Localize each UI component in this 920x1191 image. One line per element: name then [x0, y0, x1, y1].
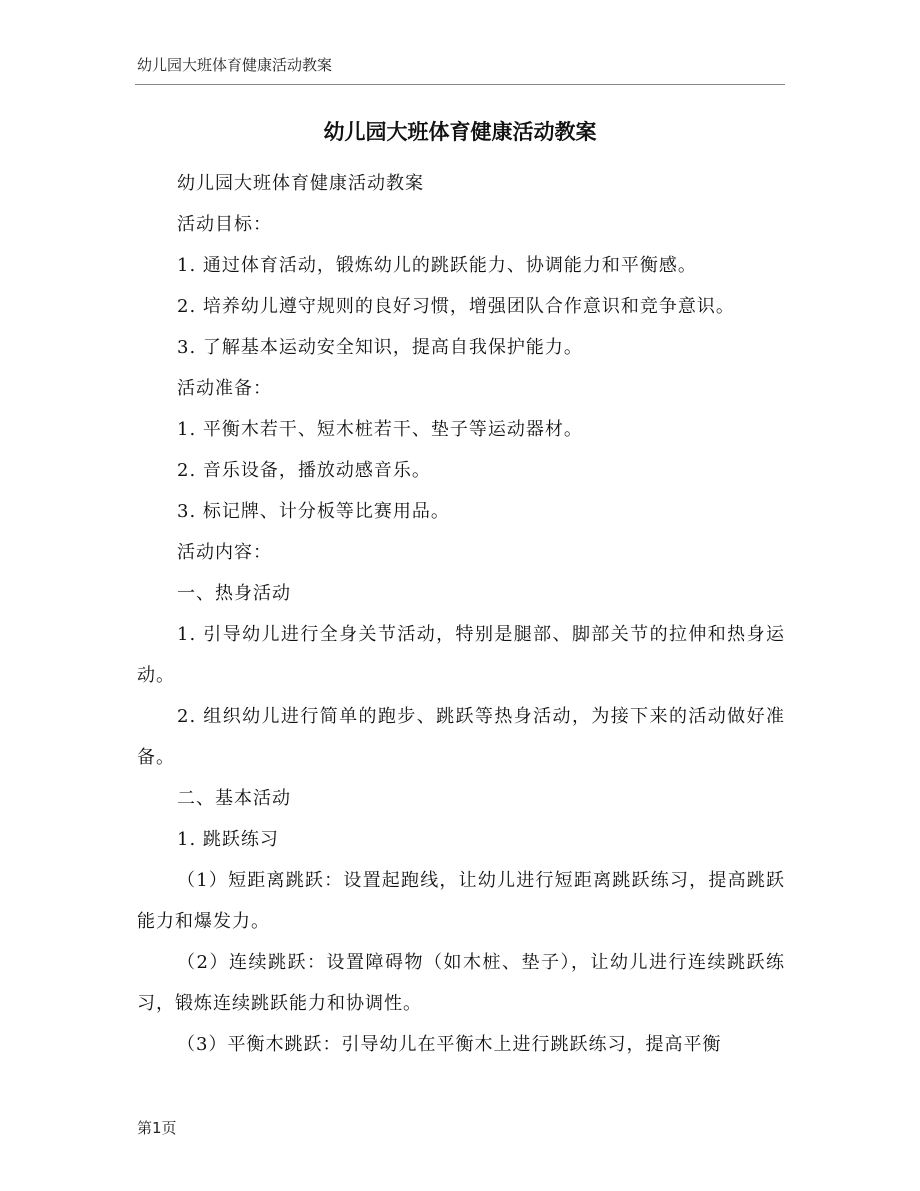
list-item: 1. 跳跃练习 — [177, 829, 279, 850]
running-header: 幼儿园大班体育健康活动教案 — [137, 56, 333, 74]
document-body — [137, 163, 785, 1065]
page-number: 第1页 — [137, 1119, 177, 1137]
paragraph: 幼儿园大班体育健康活动教案 — [177, 173, 424, 194]
sub-list-item: （1）短距离跳跃：设置起跑线，让幼儿进行短距离跳跃练习，提高跳跃能力和爆发力。 — [137, 870, 785, 932]
subsection-heading-basic: 二、基本活动 — [177, 788, 291, 809]
section-heading-content: 活动内容： — [177, 542, 272, 563]
subsection-heading-warmup: 一、热身活动 — [177, 583, 291, 604]
header-divider — [135, 84, 785, 85]
list-item: 1. 通过体育活动，锻炼幼儿的跳跃能力、协调能力和平衡感。 — [177, 255, 697, 276]
document-title: 幼儿园大班体育健康活动教案 — [323, 120, 597, 144]
list-item: 2. 培养幼儿遵守规则的良好习惯，增强团队合作意识和竞争意识。 — [177, 296, 735, 317]
section-heading-preparation: 活动准备： — [177, 378, 272, 399]
sub-list-item: （2）连续跳跃：设置障碍物（如木桩、垫子），让幼儿进行连续跳跃练习，锻炼连续跳跃能力和协调性。 — [137, 952, 785, 1014]
section-heading-goals: 活动目标： — [177, 214, 272, 235]
list-item: 3. 了解基本运动安全知识，提高自我保护能力。 — [177, 337, 583, 358]
list-item: 1. 引导幼儿进行全身关节活动，特别是腿部、脚部关节的拉伸和热身运动。 — [137, 624, 785, 686]
list-item: 1. 平衡木若干、短木桩若干、垫子等运动器材。 — [177, 419, 583, 440]
list-item: 2. 音乐设备，播放动感音乐。 — [177, 460, 431, 481]
sub-list-item: （3）平衡木跳跃：引导幼儿在平衡木上进行跳跃练习，提高平衡 — [177, 1034, 722, 1055]
list-item: 2. 组织幼儿进行简单的跑步、跳跃等热身活动，为接下来的活动做好准备。 — [137, 706, 785, 768]
list-item: 3. 标记牌、计分板等比赛用品。 — [177, 501, 450, 522]
